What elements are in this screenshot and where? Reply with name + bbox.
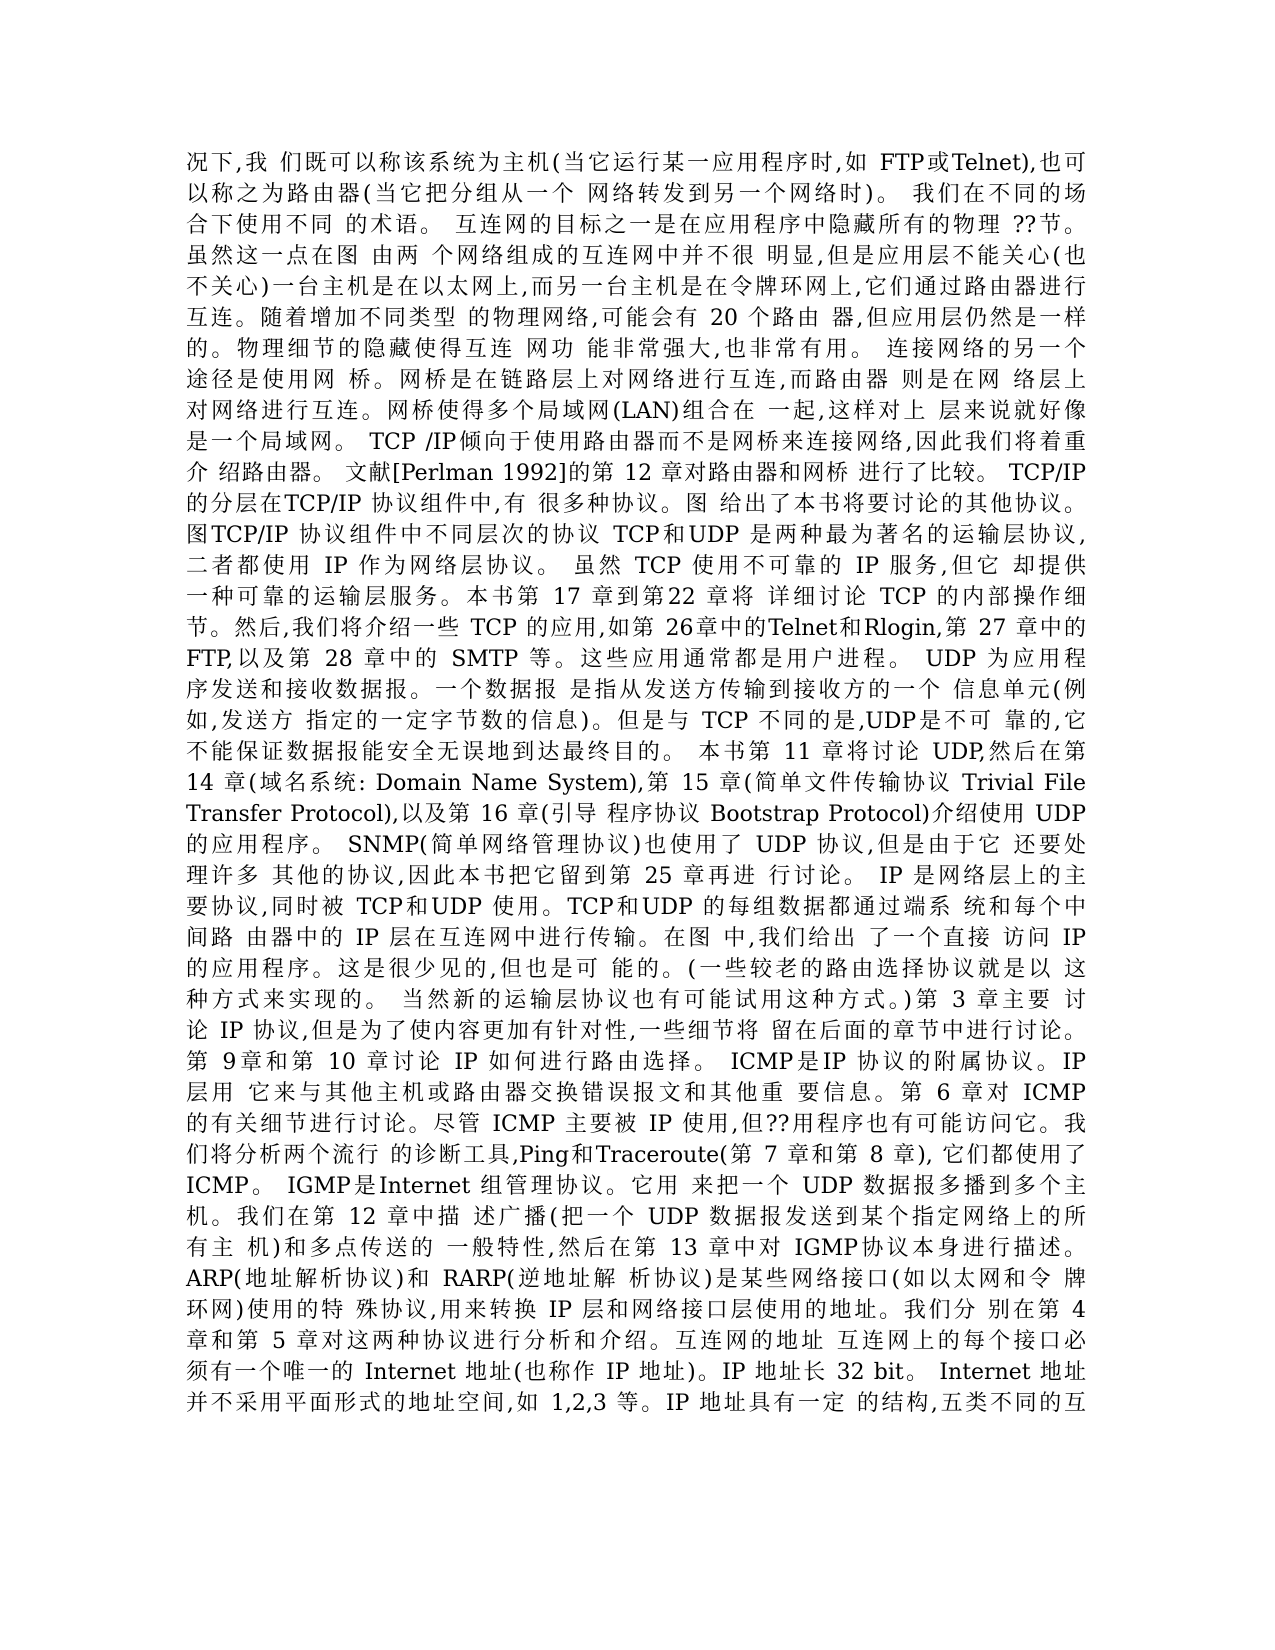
text-line: ARP(地址解析协议)和 RARP(逆地址解 析协议)是某些网络接口(如以太网和令 牌 xyxy=(186,1267,1086,1292)
text-line: 并不采用平面形式的地址空间,如 1,2,3 等。IP 地址具有一定 的结构,五类不同的互 xyxy=(186,1391,1086,1416)
text-line: 对网络进行互连。网桥使得多个局域网(LAN)组合在 一起,这样对上 层来说就好像 xyxy=(186,399,1086,424)
text-line: 种方式来实现的。 当然新的运输层协议也有可能试用这种方式。)第 3 章主要 讨 xyxy=(186,988,1086,1013)
text-line: 况下,我 们既可以称该系统为主机(当它运行某一应用程序时,如 FTP或Telnet),也可 xyxy=(186,151,1086,176)
text-line: 不能保证数据报能安全无误地到达最终目的。 本书第 11 章将讨论 UDP,然后在第 xyxy=(186,740,1086,765)
text-line: 的应用程序。这是很少见的,但也是可 能的。(一些较老的路由选择协议就是以 这 xyxy=(186,957,1086,982)
text-line: 如,发送方 指定的一定字节数的信息)。但是与 TCP 不同的是,UDP是不可 靠的,它 xyxy=(186,709,1086,734)
text-line: 间路 由器中的 IP 层在互连网中进行传输。在图 中,我们给出 了一个直接 访问 IP xyxy=(186,926,1086,951)
text-line: 序发送和接收数据报。一个数据报 是指从发送方传输到接收方的一个 信息单元(例 xyxy=(186,678,1086,703)
text-line: 是一个局域网。 TCP /IP倾向于使用路由器而不是网桥来连接网络,因此我们将着重 xyxy=(186,430,1086,455)
text-line: 要协议,同时被 TCP和UDP 使用。TCP和UDP 的每组数据都通过端系 统和每个中 xyxy=(186,895,1086,920)
text-line: 图TCP/IP 协议组件中不同层次的协议 TCP和UDP 是两种最为著名的运输层协议, xyxy=(186,523,1086,548)
text-line: 二者都使用 IP 作为网络层协议。 虽然 TCP 使用不可靠的 IP 服务,但它 却提供 xyxy=(186,554,1086,579)
text-line: 不关心)一台主机是在以太网上,而另一台主机是在令牌环网上,它们通过路由器进行 xyxy=(186,275,1086,300)
text-line: 须有一个唯一的 Internet 地址(也称作 IP 地址)。IP 地址长 32 bit。 Internet 地址 xyxy=(186,1360,1086,1385)
text-line: 一种可靠的运输层服务。本书第 17 章到第22 章将 详细讨论 TCP 的内部操作细 xyxy=(186,585,1086,610)
text-line: 章和第 5 章对这两种协议进行分析和介绍。互连网的地址 互连网上的每个接口必 xyxy=(186,1329,1086,1354)
text-line: 合下使用不同 的术语。 互连网的目标之一是在应用程序中隐藏所有的物理 ??节。 xyxy=(186,213,1086,238)
text-line: 论 IP 协议,但是为了使内容更加有针对性,一些细节将 留在后面的章节中进行讨论。 xyxy=(186,1019,1086,1044)
text-line: 介 绍路由器。 文献[Perlman 1992]的第 12 章对路由器和网桥 进行了比较。 TCP/IP xyxy=(186,461,1086,486)
text-line: 途径是使用网 桥。网桥是在链路层上对网络进行互连,而路由器 则是在网 络层上 xyxy=(186,368,1086,393)
text-line: 有主 机)和多点传送的 一般特性,然后在第 13 章中对 IGMP协议本身进行描述。 xyxy=(186,1236,1086,1261)
text-line: 节。然后,我们将介绍一些 TCP 的应用,如第 26章中的Telnet和Rlogin,第 27 章中的 xyxy=(186,616,1086,641)
text-line: 的应用程序。 SNMP(简单网络管理协议)也使用了 UDP 协议,但是由于它 还要处 xyxy=(186,833,1086,858)
text-line: 以称之为路由器(当它把分组从一个 网络转发到另一个网络时)。 我们在不同的场 xyxy=(186,182,1086,207)
text-line: FTP,以及第 28 章中的 SMTP 等。这些应用通常都是用户进程。 UDP 为应用程 xyxy=(186,647,1086,672)
text-line: 层用 它来与其他主机或路由器交换错误报文和其他重 要信息。第 6 章对 ICMP xyxy=(186,1081,1086,1106)
text-line: 互连。随着增加不同类型 的物理网络,可能会有 20 个路由 器,但应用层仍然是一样 xyxy=(186,306,1086,331)
text-line: Transfer Protocol),以及第 16 章(引导 程序协议 Bootstrap Protocol)介绍使用 UDP xyxy=(186,802,1086,827)
text-line: 的分层在TCP/IP 协议组件中,有 很多种协议。图 给出了本书将要讨论的其他协议。 xyxy=(186,492,1086,517)
text-line: 的。物理细节的隐藏使得互连 网功 能非常强大,也非常有用。 连接网络的另一个 xyxy=(186,337,1086,362)
text-line: ICMP。 IGMP是Internet 组管理协议。它用 来把一个 UDP 数据报多播到多个主 xyxy=(186,1174,1086,1199)
text-line: 14 章(域名系统: Domain Name System),第 15 章(简单文件传输协议 Trivial File xyxy=(186,771,1086,796)
text-line: 机。我们在第 12 章中描 述广播(把一个 UDP 数据报发送到某个指定网络上的所 xyxy=(186,1205,1086,1230)
text-line: 们将分析两个流行 的诊断工具,Ping和Traceroute(第 7 章和第 8 章), 它们都使用了 xyxy=(186,1143,1086,1168)
text-line: 第 9章和第 10 章讨论 IP 如何进行路由选择。 ICMP是IP 协议的附属协议。IP xyxy=(186,1050,1086,1075)
body-text xyxy=(186,148,1086,1419)
text-line: 环网)使用的特 殊协议,用来转换 IP 层和网络接口层使用的地址。我们分 别在第 4 xyxy=(186,1298,1086,1323)
text-line: 的有关细节进行讨论。尽管 ICMP 主要被 IP 使用,但??用程序也有可能访问它。我 xyxy=(186,1112,1086,1137)
text-line: 理许多 其他的协议,因此本书把它留到第 25 章再进 行讨论。 IP 是网络层上的主 xyxy=(186,864,1086,889)
text-line: 虽然这一点在图 由两 个网络组成的互连网中并不很 明显,但是应用层不能关心(也 xyxy=(186,244,1086,269)
